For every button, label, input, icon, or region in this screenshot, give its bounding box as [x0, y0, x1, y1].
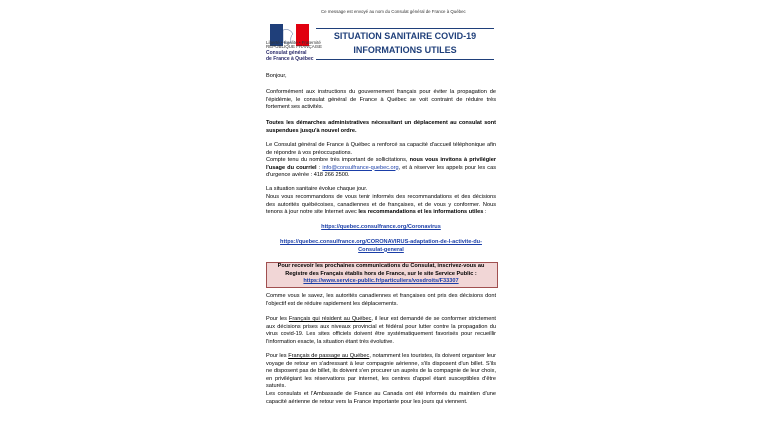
logo-motto: Liberté • Égalité • Fraternité — [266, 40, 321, 45]
residents-post: , il leur est demandé de se conformer strictement aux décisions prises aux niveaux provincial et fédéral pour lutter contre la propagation du virus covid-19. Les sites officiels doivent être systématiquement favorisés pour recueillir l'information exacte, la situation étant très évolutive. — [266, 316, 496, 345]
email-post: , et à réserver les appels pour les cas d'urgence avérée : 418 266 2500. — [266, 164, 496, 179]
paragraph-situation: La situation sanitaire évolue chaque jour. — [266, 186, 368, 192]
paragraph-flights: Les consulats et l'Ambassade de France au Canada ont été informés du maintien d'une capacité aérienne de retour vers la France importante pour les jours qui viennent. — [266, 391, 496, 405]
link-adaptation[interactable]: https://quebec.consulfrance.org/CORONAVIRUS-adaptation-de-l-activite-du-Consulat-general — [280, 239, 482, 253]
title-line1: SITUATION SANITAIRE COVID-19 — [333, 31, 477, 41]
registry-text: Pour recevoir les prochaines communications du Consulat, inscrivez-vous au Registre des Français établis hors de France, sur le site Service Public : — [277, 263, 485, 277]
residents-pre: Pour les — [266, 316, 289, 322]
link-service-public[interactable]: https://www.service-public.fr/particuliers/vosdroits/F33307 — [303, 278, 459, 284]
reco-pre: Nous vous recommandons de vous tenir informés des recommandations et des décisions des autorités québécoises, canadiennes et de françaises, et de vous y conformer. Nous tenons à jour notre site Internet avec — [266, 194, 496, 216]
email-sep: : — [316, 164, 323, 171]
email-invite: nous vous invitons à privilégier l'usage du courriel — [266, 157, 496, 171]
paragraph-residents — [266, 316, 496, 346]
link-coronavirus[interactable]: https://quebec.consulfrance.org/Coronavirus — [321, 224, 441, 230]
paragraph-phone: Le Consulat général de France à Québec a renforcé sa capacité d'accueil téléphonique afin de répondre à vos préoccupations. — [266, 142, 496, 156]
paragraph-suspension: Toutes les démarches administratives nécessitant un déplacement au consulat sont suspendues jusqu'à nouvel ordre. — [266, 120, 496, 134]
logo-consulat-line1: Consulat général — [266, 50, 307, 56]
email-pre: Compte tenu du nombre très important de sollicitations, — [266, 157, 410, 163]
visitors-pre: Pour les — [266, 353, 289, 359]
paragraph-decisions: Comme vous le savez, les autorités canadiennes et françaises ont pris des décisions dont l'objectif est de réduire rapidement les déplacements. — [266, 293, 496, 307]
title-line2: INFORMATIONS UTILES — [353, 45, 457, 55]
paragraph-instructions: Conformément aux instructions du gouvernement français pour éviter la propagation de l'épidémie, le consulat général de France à Québec se voit contraint de réduire très fortement ses activités. — [266, 89, 496, 111]
reco-bold: les recommandations et les informations utiles — [358, 209, 484, 216]
logo-consulat-line2: de France à Québec — [266, 56, 314, 62]
paragraph-email — [266, 157, 496, 180]
visitors-post: , notamment les touristes, ils doivent organiser leur voyage de retour en s'adressant à leur compagnie aérienne, s'ils disposent d'un billet. S'ils ne disposent pas de billet, ils doivent s'en procurer un auprès de la compagnie de leur choix, en privilégiant les réservations par internet, les centres d'appel étant susceptibles d'être saturés. — [266, 353, 496, 390]
paragraph-visitors — [266, 353, 496, 391]
paragraph-recommendations — [266, 194, 496, 217]
email-link[interactable]: info@consulfrance-quebec.org — [322, 164, 399, 171]
sender-note: Ce message est envoyé au nom du Consulat général de France à Québec — [321, 9, 466, 14]
visitors-underlined: Français de passage au Québec — [288, 353, 370, 359]
reco-post: : — [483, 209, 487, 216]
greeting: Bonjour, — [266, 73, 287, 79]
residents-underlined: Français qui résident au Québec — [288, 316, 372, 322]
logo-republique: RÉPUBLIQUE FRANÇAISE — [266, 44, 323, 49]
